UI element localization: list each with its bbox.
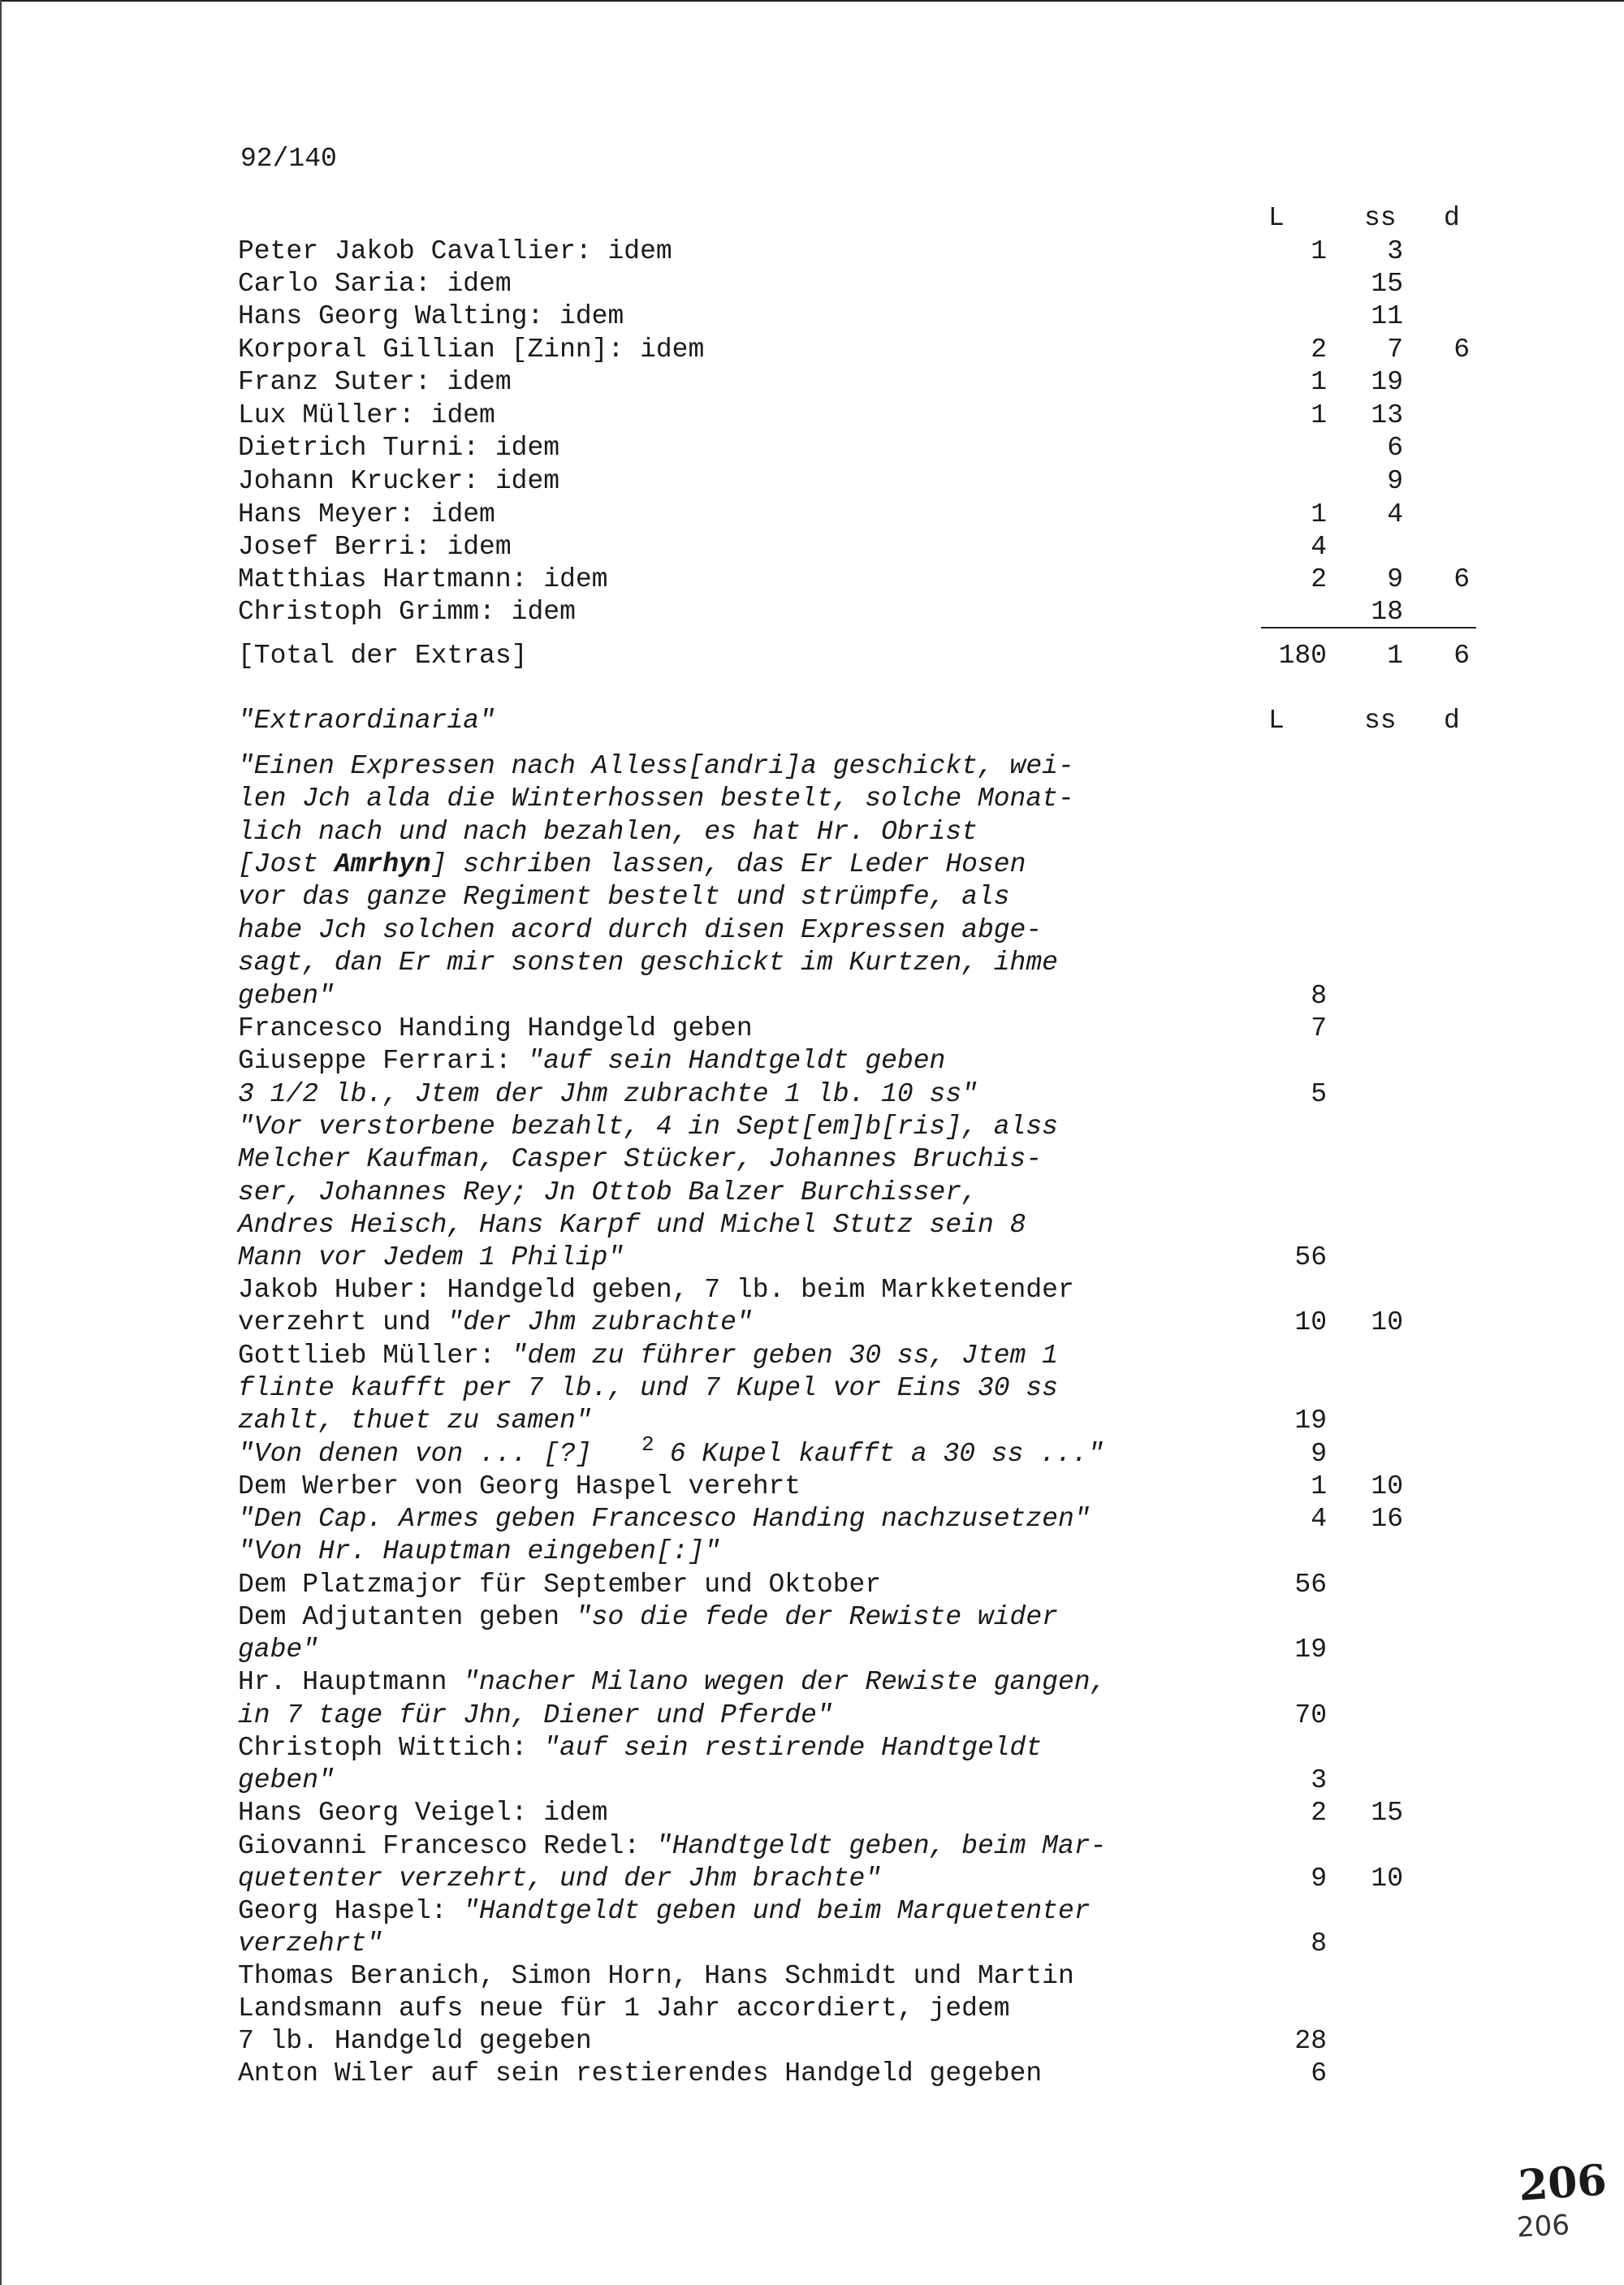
entry-line: in 7 tage für Jhn, Diener und Pferde" [238, 1700, 833, 1730]
entry-line: ser, Johannes Rey; Jn Ottob Balzer Burchisser, [238, 1177, 978, 1207]
entry-line: sagt, dan Er mir sonsten geschickt im Kurtzen, ihme [238, 948, 1058, 978]
entry-line: Jakob Huber: Handgeld geben, 7 lb. beim Markketender [238, 1275, 1074, 1305]
col-header-d: d [1444, 706, 1460, 736]
entry-line: len Jch alda die Winterhossen bestelt, solche Monat- [238, 784, 1074, 814]
entry-line: 7 lb. Handgeld gegeben [238, 2026, 592, 2056]
entry-line [238, 1895, 1091, 1928]
cell-d: 6 [1453, 335, 1470, 365]
cell-d [1397, 235, 1470, 268]
amount-L: 1 [1311, 1471, 1327, 1501]
cell-d [1397, 499, 1470, 531]
cell-d: 6 [1453, 564, 1470, 594]
cell-d [1397, 366, 1470, 399]
entry-line: vor das ganze Regiment bestelt und strümpfe, als [238, 882, 1010, 912]
entry-line [238, 1666, 1106, 1699]
table-row-name: Christoph Grimm: idem [238, 597, 576, 627]
entry-line [238, 849, 1026, 881]
cell-L: 2 [1311, 335, 1327, 365]
entry-line: verzehrt" [238, 1929, 383, 1959]
amount-ss: 10 [1371, 1307, 1403, 1337]
entry-line: "Vor verstorbene bezahlt, 4 in Sept[em]b[ris], alss [238, 1112, 1058, 1142]
handwritten-page-number-small: 206 [1515, 2209, 1570, 2244]
total-ss: 1 [1387, 641, 1403, 671]
entry-line [238, 1830, 1106, 1863]
cell-L: 1 [1311, 367, 1327, 397]
section-title: "Extraordinaria" [238, 706, 495, 736]
cell-L [1254, 432, 1327, 464]
amount-L: 2 [1311, 1798, 1327, 1828]
cell-L [1254, 300, 1327, 333]
cell-d [1397, 268, 1470, 300]
entry-line: geben" [238, 981, 335, 1011]
entry-line [238, 1045, 945, 1078]
entry-quote: "Handtgeldt geben, beim Mar- [655, 1831, 1107, 1861]
entry-line: Andres Heisch, Hans Karpf und Michel Stutz sein 8 [238, 1210, 1026, 1240]
table-row-name: Hans Georg Walting: idem [238, 301, 624, 331]
entry-line: "Einen Expressen nach Alless[andri]a geschickt, wei- [238, 751, 1074, 781]
cell-L: 4 [1311, 532, 1327, 562]
col-header-d: d [1444, 203, 1460, 233]
entry-text: ] schriben lassen, das Er Leder Hosen [430, 849, 1026, 879]
total-rule [1261, 627, 1476, 628]
entry-line [238, 1307, 753, 1339]
entry-text: Gottlieb Müller: [238, 1341, 512, 1371]
entry-line: Francesco Handing Handgeld geben [238, 1013, 753, 1043]
entry-line: Thomas Beranich, Simon Horn, Hans Schmidt und Martin [238, 1961, 1074, 1991]
col-header-L: L [1268, 706, 1285, 736]
cell-d [1397, 465, 1470, 498]
entry-line: Hans Georg Veigel: idem [238, 1798, 608, 1828]
entry-quote: "dem zu führer geben 30 ss, Jtem 1 [511, 1341, 1058, 1371]
entry-line: geben" [238, 1765, 335, 1795]
entry-line: zahlt, thuet zu samen" [238, 1406, 592, 1436]
amount-L: 4 [1311, 1504, 1327, 1534]
amount-ss: 16 [1371, 1504, 1403, 1534]
entry-line: Anton Wiler auf sein restierendes Handgeld gegeben [238, 2058, 1043, 2088]
entry-line: "Von denen von ... [?] [238, 1439, 592, 1469]
amount-L: 19 [1294, 1406, 1327, 1436]
amount-L: 10 [1294, 1307, 1327, 1337]
amount-L: 8 [1311, 1929, 1327, 1959]
cell-L [1254, 268, 1327, 300]
scan-edge-left [0, 0, 2, 2285]
entry-line: quetenter verzehrt, und der Jhm brachte" [238, 1864, 882, 1894]
amount-L: 56 [1294, 1570, 1327, 1600]
entry-line: Landsmann aufs neue für 1 Jahr accordiert, jedem [238, 1993, 1010, 2024]
amount-L: 28 [1294, 2026, 1327, 2056]
entry-line: lich nach und nach bezahlen, es hat Hr. Obrist [238, 817, 978, 847]
cell-L: 1 [1311, 499, 1327, 529]
cell-ss: 18 [1371, 597, 1403, 627]
entry-line: 3 1/2 lb., Jtem der Jhm zubrachte 1 lb. 10 ss" [238, 1079, 978, 1109]
entry-text: [Jost [238, 849, 335, 879]
entry-line: "Von Hr. Hauptman eingeben[:]" [238, 1536, 721, 1566]
cell-L [1254, 596, 1327, 628]
entry-text: Dem Adjutanten geben [238, 1602, 576, 1632]
cell-d [1397, 300, 1470, 333]
entry-line: Mann vor Jedem 1 Philip" [238, 1242, 624, 1272]
entry-text: Giovanni Francesco Redel: [238, 1831, 656, 1861]
cell-ss: 4 [1387, 499, 1403, 529]
entry-line: "Den Cap. Armes geben Francesco Handing nachzusetzen" [238, 1504, 1091, 1534]
entry-line: Dem Platzmajor für September und Oktober [238, 1570, 882, 1600]
total-d: 6 [1453, 641, 1470, 671]
col-header-L: L [1268, 203, 1285, 233]
table-row-name: Dietrich Turni: idem [238, 433, 560, 463]
table-row-name: Lux Müller: idem [238, 400, 495, 430]
footnote-number: 2 [641, 1432, 654, 1457]
scan-edge-top [0, 0, 1624, 2]
cell-ss: 11 [1371, 301, 1403, 331]
entry-line: gabe" [238, 1635, 319, 1665]
cell-d [1397, 432, 1470, 464]
entry-quote: "so die fede der Rewiste wider [575, 1602, 1058, 1632]
col-header-ss: ss [1364, 706, 1397, 736]
amount-L: 19 [1294, 1635, 1327, 1665]
table-row-name: Franz Suter: idem [238, 367, 512, 397]
table-row-name: Hans Meyer: idem [238, 499, 495, 529]
cell-d [1397, 596, 1470, 628]
entry-line: Dem Werber von Georg Haspel verehrt [238, 1471, 801, 1501]
handwritten-page-number: 206 [1517, 2155, 1609, 2211]
entry-quote: "Handtgeldt geben und beim Marquetenter [463, 1896, 1091, 1926]
entry-line [238, 1340, 1058, 1372]
table-row-name: Matthias Hartmann: idem [238, 564, 608, 594]
archive-reference: 92/140 [240, 144, 337, 174]
table-row-name: Carlo Saria: idem [238, 269, 512, 299]
cell-L [1254, 465, 1327, 498]
amount-ss: 15 [1371, 1798, 1403, 1828]
cell-ss [1330, 531, 1403, 564]
amount-L: 3 [1311, 1765, 1327, 1795]
table-row-name: Josef Berri: idem [238, 532, 512, 562]
entry-quote: "auf sein Handtgeldt geben [527, 1046, 946, 1076]
table-row-name: Korporal Gillian [Zinn]: idem [238, 335, 705, 365]
total-L: 180 [1278, 641, 1327, 671]
total-label: [Total der Extras] [238, 641, 528, 671]
cell-ss: 9 [1387, 466, 1403, 496]
cell-d [1397, 400, 1470, 432]
table-row-name: Johann Krucker: idem [238, 466, 560, 496]
entry-line-cont: 6 Kupel kaufft a 30 ss ..." [654, 1439, 1104, 1469]
entry-quote: "nacher Milano wegen der Rewiste gangen, [463, 1667, 1107, 1697]
entry-text: Georg Haspel: [238, 1896, 464, 1926]
amount-L: 7 [1311, 1013, 1327, 1043]
entry-line [238, 1732, 1042, 1765]
amount-L: 56 [1294, 1242, 1327, 1272]
cell-L: 2 [1311, 564, 1327, 594]
cell-ss: 13 [1371, 400, 1403, 430]
amount-L: 5 [1311, 1079, 1327, 1109]
entry-text: verzehrt und [238, 1307, 447, 1337]
amount-L: 8 [1311, 981, 1327, 1011]
cell-ss: 3 [1387, 236, 1403, 266]
amount-L: 6 [1311, 2058, 1327, 2088]
cell-ss: 7 [1387, 335, 1403, 365]
entry-quote: "der Jhm zubrachte" [447, 1307, 753, 1337]
cell-ss: 6 [1387, 433, 1403, 463]
amount-L: 70 [1294, 1700, 1327, 1730]
entry-line: habe Jch solchen acord durch disen Expressen abge- [238, 915, 1043, 945]
entry-name-bold: Amrhyn [334, 849, 431, 879]
entry-text: Giuseppe Ferrari: [238, 1046, 528, 1076]
entry-line: Melcher Kaufman, Casper Stücker, Johannes Bruchis- [238, 1144, 1043, 1174]
cell-ss: 9 [1387, 564, 1403, 594]
entry-line [238, 1601, 1058, 1634]
cell-L: 1 [1311, 236, 1327, 266]
amount-ss: 10 [1371, 1864, 1403, 1894]
entry-text: Hr. Hauptmann [238, 1667, 464, 1697]
cell-ss: 15 [1371, 269, 1403, 299]
amount-L: 9 [1311, 1864, 1327, 1894]
table-row-name: Peter Jakob Cavallier: idem [238, 236, 672, 266]
entry-text: Christoph Wittich: [238, 1733, 544, 1763]
entry-quote: "auf sein restirende Handtgeldt [543, 1733, 1043, 1763]
entry-line: flinte kaufft per 7 lb., und 7 Kupel vor Eins 30 ss [238, 1373, 1058, 1403]
cell-L: 1 [1311, 400, 1327, 430]
cell-ss: 19 [1371, 367, 1403, 397]
amount-L: 9 [1311, 1439, 1327, 1469]
amount-ss: 10 [1371, 1471, 1403, 1501]
cell-d [1397, 531, 1470, 564]
col-header-ss: ss [1364, 203, 1397, 233]
